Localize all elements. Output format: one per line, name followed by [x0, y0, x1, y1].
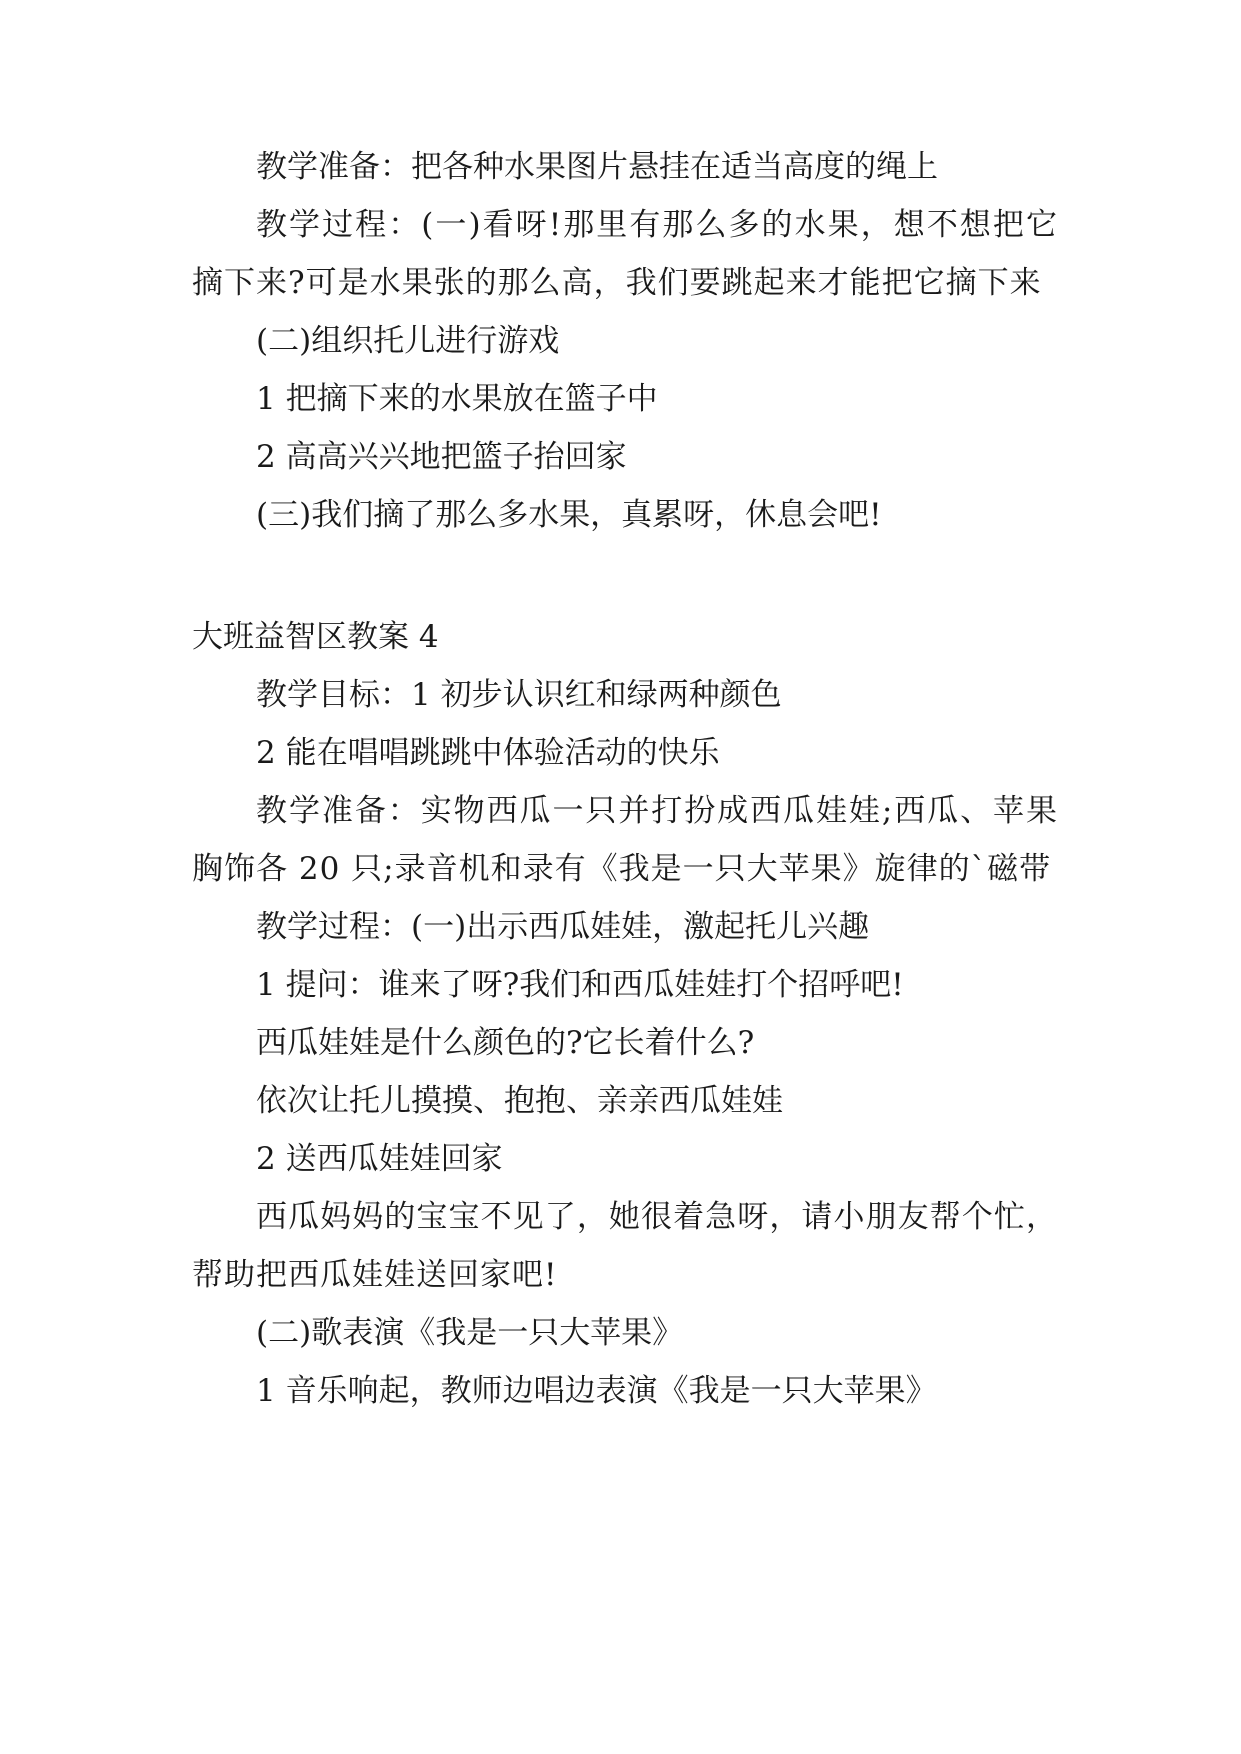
- section-4-body: [192, 608, 1058, 1420]
- teaching-preparation: 教学准备：实物西瓜一只并打扮成西瓜娃娃;西瓜、苹果胸饰各 20 只;录音机和录有《我是一只大苹果》旋律的`磁带: [192, 793, 1058, 887]
- section-3-body: [192, 138, 1058, 544]
- question-1: 1 提问：谁来了呀?我们和西瓜娃娃打个招呼吧!: [256, 967, 904, 1003]
- watermelon-mom-paragraph: 西瓜妈妈的宝宝不见了，她很着急呀，请小朋友帮个忙，帮助把西瓜娃娃送回家吧!: [192, 1199, 1058, 1293]
- teaching-goal-1: 教学目标：1 初步认识红和绿两种颜色: [256, 677, 782, 713]
- step-item-2: 2 高高兴兴地把篮子抬回家: [256, 439, 627, 475]
- teaching-goal-2: 2 能在唱唱跳跳中体验活动的快乐: [256, 735, 720, 771]
- teaching-process: 教学过程：(一)看呀!那里有那么多的水果，想不想把它摘下来?可是水果张的那么高，我们要跳起来才能把它摘下来: [192, 207, 1058, 301]
- process-step-2: (二)歌表演《我是一只大苹果》: [256, 1315, 684, 1351]
- section-title: 大班益智区教案 4: [192, 619, 439, 655]
- question-3: 依次让托儿摸摸、抱抱、亲亲西瓜娃娃: [256, 1083, 783, 1119]
- question-2: 西瓜娃娃是什么颜色的?它长着什么?: [256, 1025, 755, 1061]
- send-home-step: 2 送西瓜娃娃回家: [256, 1141, 503, 1177]
- process-step-2: (二)组织托儿进行游戏: [256, 323, 560, 359]
- step-item-1: 1 把摘下来的水果放在篮子中: [256, 381, 658, 417]
- music-step: 1 音乐响起，教师边唱边表演《我是一只大苹果》: [256, 1373, 937, 1409]
- teaching-process: 教学过程：(一)出示西瓜娃娃，激起托儿兴趣: [256, 909, 870, 945]
- process-step-3: (三)我们摘了那么多水果，真累呀，休息会吧!: [256, 497, 882, 533]
- teaching-preparation: 教学准备：把各种水果图片悬挂在适当高度的绳上: [256, 149, 938, 185]
